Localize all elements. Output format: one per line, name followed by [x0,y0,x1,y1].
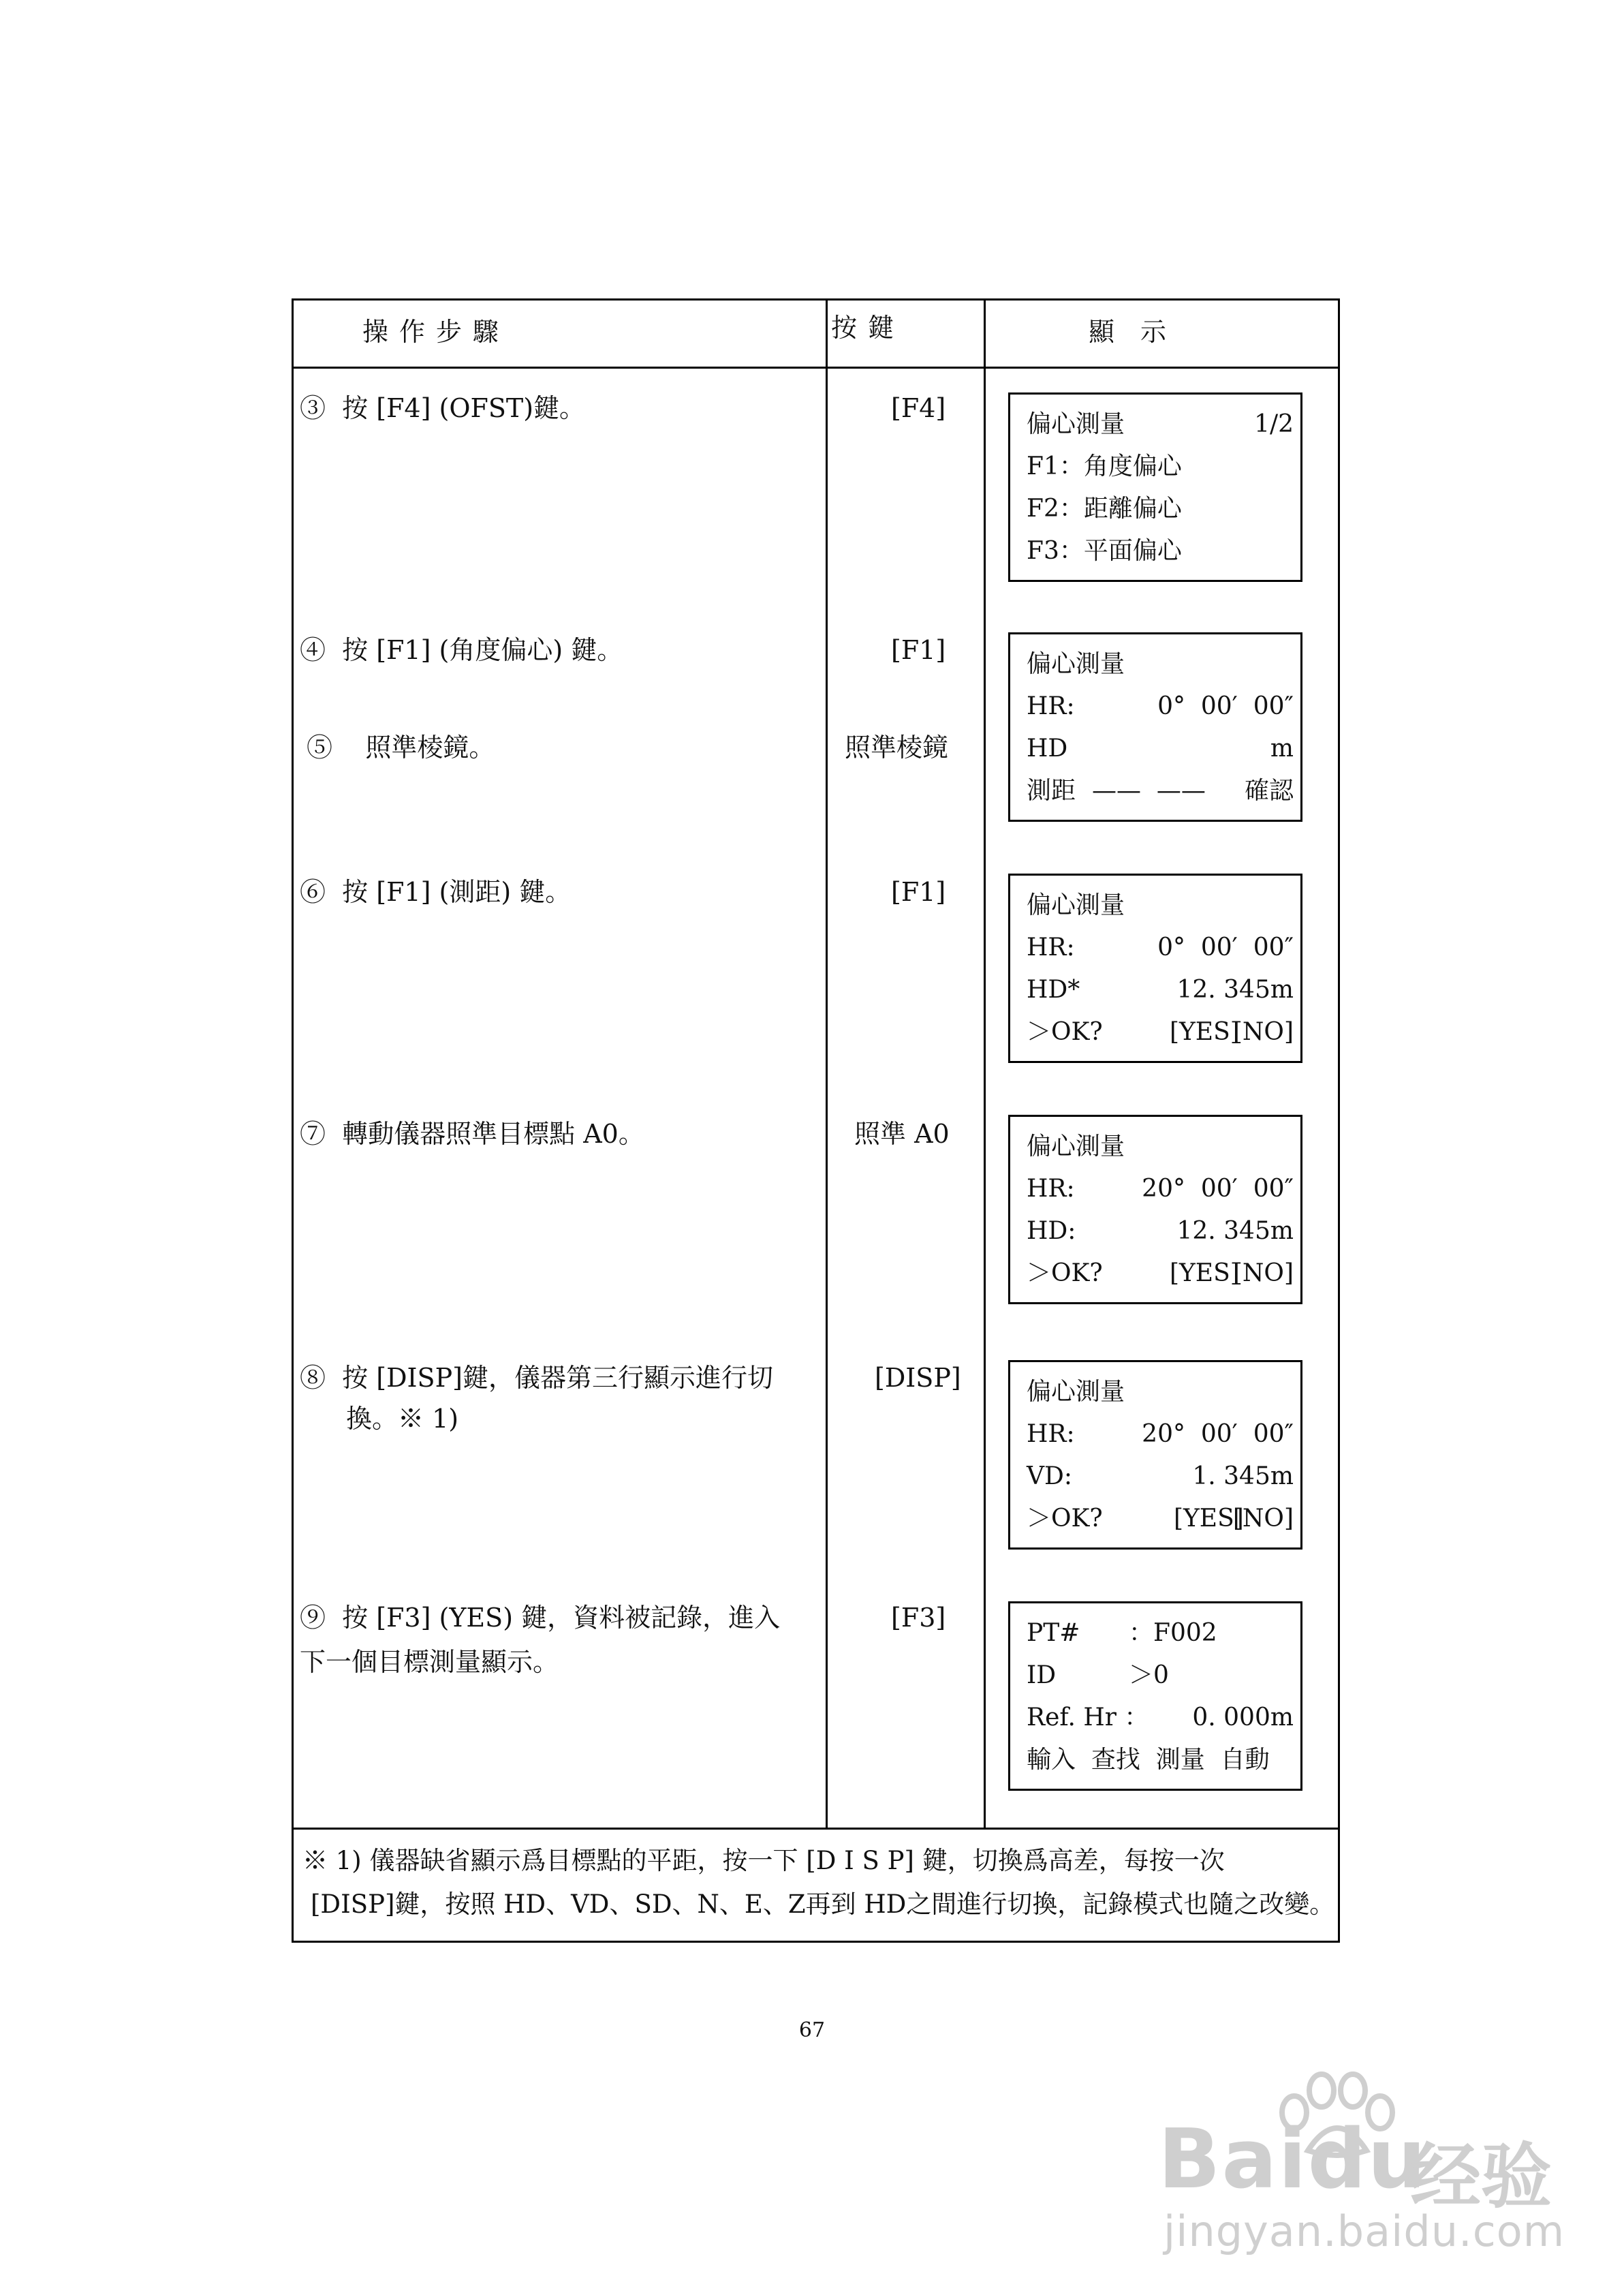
screen-row: 輸入 查找 測量 自動 [1027,1746,1270,1774]
screen-row: ＞OK? [YES] [NO] [1027,1505,1294,1532]
screen-row: PT# ：F002 [1027,1619,1217,1647]
screen-row: ＞OK? [YES] [NO] [1027,1018,1294,1046]
screen-row: F3：平面偏心 [1027,537,1182,565]
column-divider-2 [984,298,986,1830]
key-disp: [DISP] [875,1363,961,1393]
step-5-text: ⑤ 照準棱鏡。 [307,733,495,763]
key-sight-prism: 照準棱鏡 [845,733,949,763]
step-9-text-cont: 下一個目標測量顯示。 [300,1647,559,1677]
screen-row: HD* 12. 345m [1027,976,1294,1004]
screen-row: 偏心測量 [1027,891,1125,919]
step-3-text: ③ 按 [F4] (OFST)鍵。 [300,393,586,423]
screen-next-point [1008,1601,1302,1791]
screen-row: 偏心測量 [1027,1378,1125,1406]
key-f1-measure: [F1] [891,877,946,907]
screen-row: ＞OK? [YES] [NO] [1027,1259,1294,1287]
screen-row: Ref. Hr ： 0. 000m [1027,1704,1294,1731]
step-7-text: ⑦ 轉動儀器照準目標點 A0。 [300,1119,644,1149]
table-bottom-border [292,1941,1340,1943]
page-number: 67 [798,2018,826,2042]
screen-target-a0 [1008,1115,1302,1304]
screen-row: HR: 0° 00′ 00″ [1027,934,1294,961]
screen-row: HR: 20° 00′ 00″ [1027,1175,1294,1203]
screen-row: ID ＞0 [1027,1661,1169,1689]
table-right-border [1338,298,1340,1943]
screen-offset-menu [1008,392,1302,582]
screen-angle-offset [1008,632,1302,822]
step-4-text: ④ 按 [F1] (角度偏心) 鍵。 [300,635,623,665]
table-left-border [292,298,294,1943]
note-divider [292,1828,1340,1830]
key-f1-angle: [F1] [891,635,946,665]
screen-row: 偏心測量 1/2 [1027,410,1294,438]
column-divider-1 [826,298,828,1830]
key-f4: [F4] [891,393,946,423]
screen-row: HD m [1027,735,1294,763]
header-divider [292,367,1340,369]
screen-row: HD: 12. 345m [1027,1217,1294,1245]
watermark-brand: Baidu [1158,2112,1427,2207]
watermark-url: jingyan.baidu.com [1164,2206,1565,2256]
screen-disp-vd [1008,1360,1302,1550]
screen-row: 測距 —— —— 確認 [1027,777,1294,805]
screen-row: 偏心測量 [1027,1133,1125,1160]
key-f3: [F3] [891,1603,946,1633]
header-steps: 操作步驟 [362,317,510,347]
screen-row: F1：角度偏心 [1027,452,1182,480]
screen-measure-result [1008,874,1302,1063]
header-keys: 按鍵 [831,313,905,343]
step-8-text: ⑧ 按 [DISP]鍵，儀器第三行顯示進行切 [300,1363,773,1393]
table-top-border [292,298,1340,301]
screen-row: F2：距離偏心 [1027,495,1182,523]
header-display: 顯 示 [1089,317,1167,347]
screen-row: 偏心測量 [1027,650,1125,678]
step-9-text: ⑨ 按 [F3] (YES) 鍵，資料被記錄，進入 [300,1603,781,1633]
footnote-line-1: ※ 1) 儀器缺省顯示爲目標點的平距，按一下 [D I S P] 鍵，切換爲高差，每按一次 [302,1846,1225,1875]
screen-row: VD: 1. 345m [1027,1462,1294,1490]
screen-row: HR: 20° 00′ 00″ [1027,1420,1294,1448]
footnote-line-2: [DISP]鍵，按照 HD、VD、SD、N、E、Z再到 HD之間進行切換，記錄模式也隨之改變。 [311,1890,1335,1919]
key-sight-a0: 照準 A0 [854,1119,950,1149]
step-8-text-cont: 換。※ 1) [346,1404,459,1434]
watermark-cn: 经验 [1410,2135,1552,2218]
step-6-text: ⑥ 按 [F1] (測距) 鍵。 [300,877,572,907]
screen-row: HR: 0° 00′ 00″ [1027,692,1294,720]
